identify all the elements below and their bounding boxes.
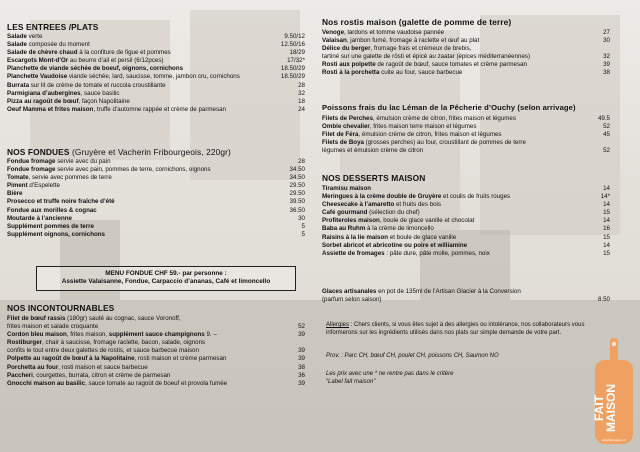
menu-item-text: [7, 182, 290, 190]
menu-item-desc: , sauce tomate au ragoût de boeuf et provola fumée: [85, 379, 228, 387]
prices-note: Les prix avec une * ne rentre pas dans le critère: [326, 371, 454, 377]
menu-item: [322, 123, 610, 131]
menu-item-price: 39: [298, 347, 305, 355]
menu-item-desc: , courgettes, burrata, citron et crème de parmesan: [32, 371, 171, 379]
menu-item-desc: , émulsion crème de citron, frites maison et légumes: [358, 131, 502, 139]
menu-item-text: [7, 331, 298, 339]
menu-item-text: [7, 215, 298, 223]
menu-item-text: [7, 90, 298, 98]
menu-item-price: 32: [298, 89, 305, 97]
menu-item: [7, 380, 305, 388]
menu-item-price: 12.50/16: [280, 41, 305, 49]
menu-fondue-line1: MENU FONDUE CHF 59.- par personne :: [105, 270, 227, 277]
menu-item: [322, 37, 610, 45]
menu-item-supplement-price: 9. –: [204, 331, 217, 339]
menu-item-price: 15: [603, 233, 610, 241]
glaces-block: [322, 288, 610, 304]
menu-item-name: Cordon bleu maison: [7, 331, 67, 339]
menu-item-price: 32: [603, 53, 610, 61]
menu-item-text: [7, 49, 290, 57]
menu-item-price: 52: [603, 123, 610, 131]
menu-item-text: [322, 131, 603, 139]
menu-item-text: [7, 41, 281, 49]
menu-item-text: [7, 364, 298, 372]
menu-item-desc: (grosses perches) au four, croustillant de pommes de terre: [363, 139, 526, 147]
menu-item-price: 15: [603, 249, 610, 257]
menu-item-desc: et coulis de fruits rouges: [441, 193, 511, 201]
menu-item-desc: à la crème de limoncello: [365, 225, 434, 233]
menu-item-desc: (180gr) sauté au cognac, sauce Voronoff,: [65, 315, 181, 322]
menu-item-price: 39: [298, 331, 305, 339]
menu-item-text: [7, 355, 298, 363]
menu-item-name: Oeuf Mamma et frites maison: [7, 105, 94, 113]
menu-item: [7, 174, 305, 182]
allergies-note: Allergies : Chers clients, si vous êtes sujet à des allergies ou intolérance, nos collaborateurs vous informerons sur les ingrédients utilisés dans nos plats sur simple demande de votre part.: [326, 322, 585, 336]
menu-item-text: [322, 225, 603, 233]
menu-item: [322, 61, 610, 69]
menu-item: [7, 323, 305, 331]
menu-item: [322, 45, 610, 53]
menu-item-desc: verte: [26, 33, 43, 40]
menu-item-desc: légumes et émulsion crème de citron: [322, 147, 424, 155]
menu-item-price: 36.50: [289, 206, 305, 214]
menu-item-name: Profiteroles maison: [322, 217, 380, 225]
rostis-title: Nos rostis maison (galette de pomme de terre): [322, 17, 512, 27]
menu-item: [322, 69, 610, 77]
fondues-list: [7, 158, 305, 239]
menu-item-price: 5: [301, 222, 305, 230]
menu-item-name: Filet de bœuf rassis: [7, 315, 66, 322]
menu-item-name: Fondue fromage: [7, 158, 56, 165]
menu-item-price: 18.50/29: [280, 73, 305, 81]
menu-item-text: [7, 174, 290, 182]
menu-item: [7, 49, 305, 57]
menu-item-price: 14: [603, 185, 610, 192]
menu-item-text: [322, 123, 603, 131]
menu-item-name: Délice du berger: [322, 45, 371, 53]
menu-item: [322, 139, 610, 147]
menu-item-name: Filets de Boya: [322, 139, 364, 147]
menu-item-price: 29.50: [289, 190, 305, 198]
menu-item-price: 49.5: [597, 115, 610, 122]
menu-item-text: [7, 190, 290, 198]
menu-item-desc: d’Espelette: [27, 182, 60, 190]
poissons-title: Poissons frais du lac Léman de la Pêcherie d’Ouchy (selon arrivage): [322, 103, 576, 112]
menu-item: [7, 372, 305, 380]
menu-fondue-line2: Assiette Valaisanne, Fondue, Carpaccio d’ananas, Café et limoncello: [61, 278, 271, 286]
menu-item-price: 15: [603, 209, 610, 217]
menu-item-desc: composée du moment: [26, 41, 90, 49]
menu-item-name: Moutarde à l’ancienne: [7, 214, 72, 222]
menu-item-price: 30: [603, 37, 610, 45]
menu-item-name: Baba au Ruhm: [322, 225, 366, 233]
menu-item-desc: frites maison et salade croquante: [7, 323, 99, 331]
menu-item-name: Piment: [7, 182, 28, 190]
entrees-list: [7, 33, 305, 114]
menu-item-price: 52: [298, 323, 305, 331]
menu-item-name: Salade: [7, 33, 27, 40]
menu-item-name: Raisins à la lie maison: [322, 233, 389, 241]
menu-item-desc: sur lit de crème de tomate et ruccola croustillante: [29, 81, 166, 89]
menu-item: [7, 106, 305, 114]
menu-item: [7, 364, 305, 372]
menu-item: [322, 193, 610, 201]
menu-item: [7, 41, 305, 49]
menu-item-price: 18: [298, 97, 305, 105]
menu-item-desc: , fromage frais et crémeux de brebis,: [370, 45, 472, 53]
menu-item-name: Parmigiana d’aubergines: [7, 89, 81, 97]
menu-item: [7, 65, 305, 73]
menu-item-text: [7, 223, 302, 231]
menu-item-desc: viande séchée, lard, saucisse, tomme, jambon cru, cornichons: [67, 73, 240, 81]
logo-text: FAIT MAISON: [592, 384, 618, 432]
menu-item-name: Escargots Mont-d’Or: [7, 57, 69, 65]
menu-item-name: Tomate: [7, 174, 29, 182]
menu-item-name: Sorbet abricot et abricotine ou poire et williamine: [322, 241, 468, 249]
menu-item-name: Rostiburger: [7, 339, 43, 347]
menu-item-text: [7, 33, 284, 41]
menu-item-desc: confits le tout entre deux galettes de rostis, et sauce barbecue maison: [7, 347, 199, 355]
menu-item-desc: : pâte dure, pâte molle, pommes, noix: [384, 249, 490, 257]
menu-item-name: Valaisan: [322, 37, 347, 45]
rostis-list: [322, 29, 610, 78]
menu-item-desc: , façon Napolitaine: [78, 97, 130, 105]
menu-item-name: Gnocchi maison au basilic: [7, 379, 86, 387]
menu-item-text: [7, 106, 298, 114]
menu-item-price: 14*: [600, 193, 610, 201]
menu-item-price: 27: [603, 29, 610, 36]
menu-item-name: Burrata: [7, 81, 30, 89]
menu-item-text: [322, 139, 610, 147]
menu-item: [7, 33, 305, 41]
menu-item-text: [7, 347, 298, 355]
menu-item-supplement: supplément sauce champignons: [108, 331, 205, 339]
glaces-line1: Glaces artisanales en pot de 135ml de l’Artisan Glacier à la Conversion: [322, 288, 521, 295]
menu-item-desc: , chair à saucisse, fromage raclette, bacon, salade, oignons: [42, 339, 206, 347]
menu-item-name: Supplément oignons, cornichons: [7, 230, 105, 238]
menu-item-text: [7, 158, 298, 166]
menu-item-text: [322, 250, 603, 258]
menu-item-price: 38: [298, 363, 305, 371]
menu-item-desc: , frites maison,: [66, 331, 109, 339]
menu-item-name: Tiramisu maison: [322, 185, 372, 192]
menu-item-text: [322, 61, 603, 69]
menu-item-price: 52: [603, 147, 610, 155]
menu-item-price: 39: [603, 61, 610, 69]
menu-item-desc: tartiné sur une galette de rösti et épicé au zaatar (épices méditerranéennes): [322, 53, 531, 61]
menu-item: [7, 182, 305, 190]
menu-item-text: [322, 115, 598, 123]
menu-item: [7, 82, 305, 90]
menu-item-desc: cuite au four, sauce barbecue: [379, 69, 463, 77]
menu-item-price: 18/29: [289, 49, 305, 57]
menu-item: [322, 250, 610, 258]
menu-item: [7, 355, 305, 363]
menu-fondue-box: [36, 266, 296, 291]
menu-item-text: [322, 37, 603, 45]
menu-item-name: Polpette au ragoût de bœuf à la Napolitaine: [7, 355, 135, 363]
menu-item-name: Rosti aux polpette: [322, 61, 376, 69]
menu-item-text: [7, 380, 298, 388]
entrees-title: LES ENTREES /PLATS: [7, 22, 99, 32]
menu-item-price: 9.50/12: [284, 33, 305, 40]
menu-item-name: Cheesecake à l’amaretto: [322, 201, 395, 209]
menu-item-price: 30: [298, 214, 305, 222]
menu-item-name: Venoge: [322, 29, 345, 36]
menu-item-desc: de ragoût de bœuf, sauce tomates et crème parmesan: [375, 61, 527, 69]
menu-item-text: [322, 29, 603, 37]
menu-item-price: 34.50: [289, 174, 305, 182]
desserts-list: [322, 185, 610, 258]
menu-item-desc: (sélection du chef): [367, 209, 420, 217]
incontournables-list: [7, 315, 305, 388]
menu-item-price: 14: [603, 217, 610, 225]
menu-item: [7, 223, 305, 231]
menu-item-name: Omble chevalier: [322, 123, 370, 131]
menu-item-desc: , jambon fumé, fromage à raclette et œuf au plat: [346, 37, 480, 45]
menu-item-desc: au beurre d’ail et persil (6/12pces): [68, 57, 164, 65]
menu-item-text: [7, 82, 298, 90]
menu-item: [322, 147, 610, 155]
menu-item-text: [322, 193, 601, 201]
menu-item-name: Paccheri: [7, 371, 33, 379]
menu-item: [322, 201, 610, 209]
menu-item-name: Fondue fromage: [7, 166, 56, 174]
menu-item: [7, 98, 305, 106]
provenance-note: Prov. : Parc CH, bœuf CH, poulet CH, poissons CH, Saumon NO: [326, 353, 499, 359]
menu-item-name: Prosecco et truffe noire fraîche d’été: [7, 198, 115, 206]
menu-item: [322, 185, 610, 193]
menu-item-text: [322, 201, 603, 209]
menu-item-text: [7, 339, 305, 347]
incontournables-title: NOS INCONTOURNABLES: [7, 303, 115, 313]
menu-item-text: [322, 45, 610, 53]
menu-item: [7, 158, 305, 166]
desserts-title: NOS DESSERTS MAISON: [322, 173, 426, 183]
menu-item: [7, 207, 305, 215]
menu-item-name: Café gourmand: [322, 209, 368, 217]
menu-item-desc: à la confiture de figue et pommes: [77, 49, 171, 57]
menu-item-name: Bière: [7, 190, 23, 198]
menu-item-desc: , lardons et tomme vaudoise pannée: [344, 29, 445, 36]
menu-item-price: 34.50: [289, 166, 305, 174]
menu-item-price: 28: [298, 81, 305, 89]
menu-item-name: Pizza au ragoût de bœuf: [7, 97, 79, 105]
menu-item-price: 18.50/29: [280, 65, 305, 73]
menu-item-text: [322, 69, 603, 77]
menu-item: [322, 131, 610, 139]
menu-item: [7, 315, 305, 323]
menu-item-name: Salade de chèvre chaud: [7, 49, 78, 57]
menu-item: [7, 198, 305, 206]
menu-item-text: [322, 185, 603, 193]
menu-item-price: 5: [301, 230, 305, 238]
menu-item: [7, 90, 305, 98]
menu-item-name: Filets de Perches: [322, 115, 373, 122]
menu-item-desc: , sauce basilic: [80, 89, 120, 97]
menu-item-text: [7, 57, 287, 65]
menu-item-price: 39: [298, 355, 305, 363]
fondues-title: NOS FONDUES (Gruyère et Vacherin Fribourgeois, 220gr): [7, 147, 231, 157]
menu-item-price: 14: [603, 201, 610, 209]
menu-item: [7, 215, 305, 223]
menu-item: [7, 231, 305, 239]
menu-item-price: 39: [298, 379, 305, 387]
menu-item: [7, 339, 305, 347]
menu-item-text: [322, 147, 603, 155]
menu-item-text: [322, 242, 603, 250]
menu-item-desc: , émulsion crème de citron, frites maison et légumes: [372, 115, 516, 122]
menu-item: [322, 217, 610, 225]
menu-item-price: 45: [603, 131, 610, 139]
menu-item-text: [7, 98, 298, 106]
logo-url: labelfaitmaison.ch: [601, 438, 626, 442]
menu-item-price: 16: [603, 225, 610, 233]
menu-item-price: 29.50: [289, 182, 305, 190]
menu-item-name: Meringues à la crème double de Gruyère: [322, 193, 442, 201]
menu-item-text: [7, 198, 290, 206]
menu-item: [322, 242, 610, 250]
menu-item-price: 17/32*: [287, 57, 305, 65]
menu-item: [322, 53, 610, 61]
menu-item: [7, 347, 305, 355]
menu-item-name: Rosti à la porchetta: [322, 69, 380, 77]
menu-item: [322, 209, 610, 217]
menu-item-text: [7, 231, 302, 239]
menu-item-desc: , boule de glace vanille et chocolat: [379, 217, 475, 225]
menu-item-text: [7, 207, 290, 215]
menu-item: [322, 225, 610, 233]
menu-item-text: [7, 73, 281, 81]
menu-item-desc: , servie avec pommes de terre: [28, 174, 112, 182]
fait-maison-logo: [593, 338, 635, 446]
menu-item-text: [7, 166, 290, 174]
menu-item-price: 38: [603, 69, 610, 77]
menu-item: [322, 29, 610, 37]
poissons-list: [322, 115, 610, 155]
menu-item: [7, 57, 305, 65]
menu-item-desc: et boule de glace vanille: [388, 233, 457, 241]
menu-item-name: Salade: [7, 41, 27, 49]
menu-item-text: [7, 372, 298, 380]
menu-item-name: Planchette Vaudoise: [7, 73, 68, 81]
menu-item: [322, 234, 610, 242]
menu-item-name: Porchetta au four: [7, 363, 59, 371]
menu-item-name: Supplément pommes de terre: [7, 222, 94, 230]
menu-item-price: 28: [298, 158, 305, 165]
menu-item-desc: et fruits des bois: [394, 201, 442, 209]
menu-item-text: [322, 234, 603, 242]
menu-item: [7, 190, 305, 198]
menu-item-name: Filet de Féra: [322, 131, 359, 139]
menu-item-desc: servie avec pain, pommes de terre, cornichons, oignons: [55, 166, 211, 174]
menu-item-desc: , frites maison terre maison et légumes: [369, 123, 477, 131]
menu-item-name: Planchette de viande séchée de boeuf, oignons, cornichons: [7, 65, 184, 73]
menu-item-desc: servie avec du pain: [55, 158, 111, 165]
menu-item-text: [7, 315, 305, 323]
label-note: “Label fait maison”: [326, 379, 376, 385]
menu-item-desc: , rosti maison et crème parmesan: [134, 355, 227, 363]
menu-item-text: [322, 209, 603, 217]
menu-item-price: 39.50: [289, 198, 305, 206]
menu-item-price: 24: [298, 105, 305, 113]
menu-item-text: [322, 217, 603, 225]
menu-item-price: 36: [298, 371, 305, 379]
menu-item-price: 14: [603, 241, 610, 249]
menu-item-desc: , rosti maison et sauce barbecue: [58, 363, 148, 371]
menu-item-name: Fondue aux morilles & cognac: [7, 206, 97, 214]
menu-item: [7, 331, 305, 339]
menu-item-desc: , truffe d’automne rappée et crème de parmesan: [93, 105, 226, 113]
menu-item-text: [7, 65, 281, 73]
menu-item-text: [322, 53, 603, 61]
glaces-line2: (parfum selon saison) 8.50: [322, 296, 610, 304]
menu-item: [7, 73, 305, 81]
menu-item: [322, 115, 610, 123]
menu-item-name: Assiette de fromages: [322, 249, 385, 257]
menu-item-text: [7, 323, 298, 331]
menu-item: [7, 166, 305, 174]
